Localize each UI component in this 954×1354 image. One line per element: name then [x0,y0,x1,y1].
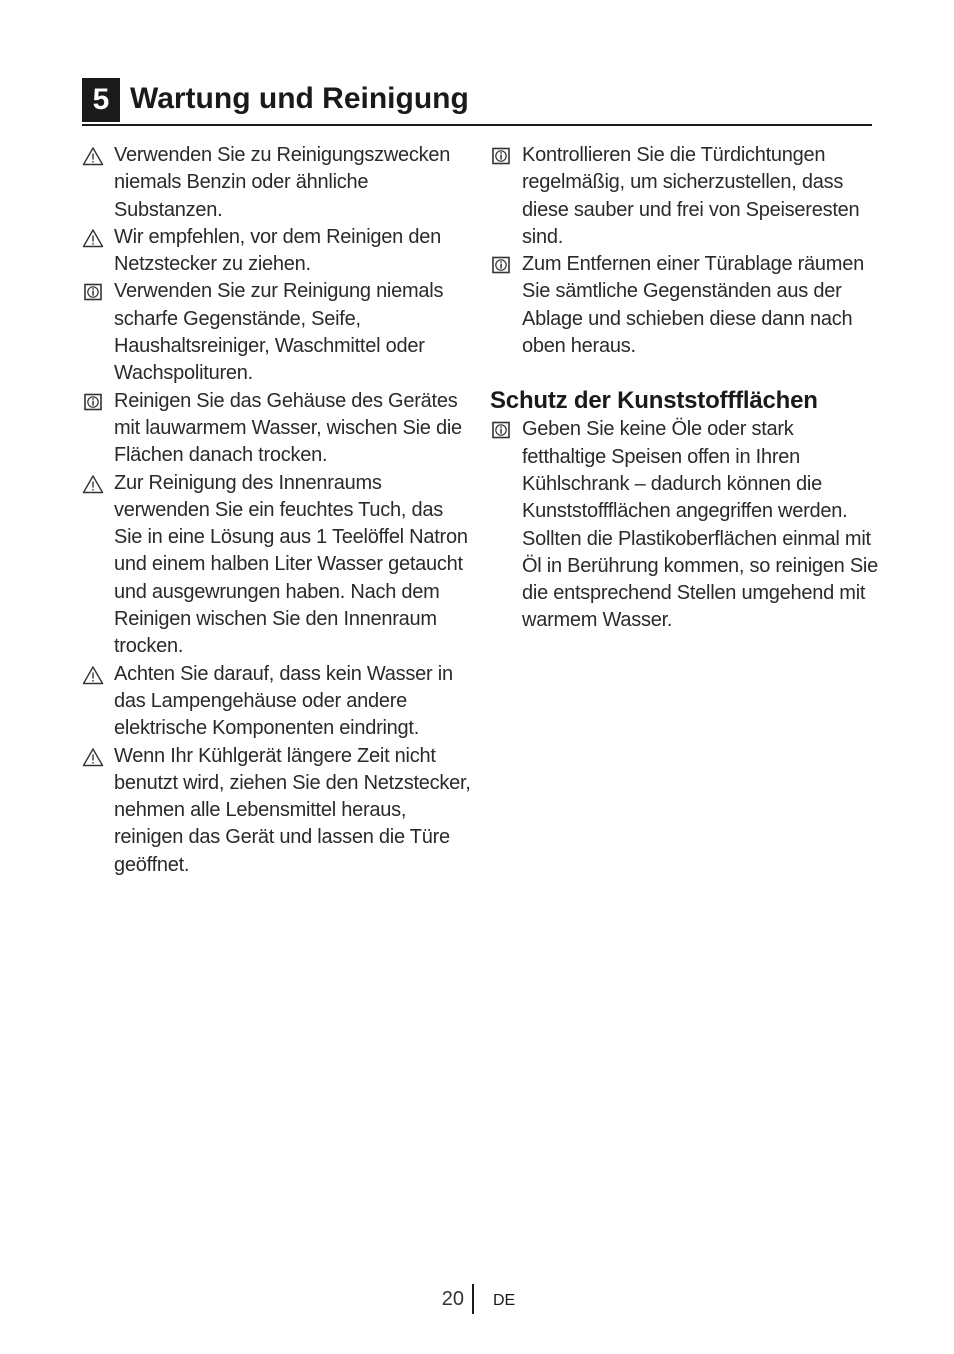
right-column [490,142,880,635]
list-item [82,142,472,224]
language-code: DE [493,1292,516,1309]
list-item [490,251,880,360]
page-footer [0,1284,954,1314]
warning-icon [82,146,104,166]
page-number: 20 [441,1288,464,1310]
subsection-heading: Schutz der Kunststoffflächen [490,387,818,415]
list-item [82,278,472,387]
list-item-text: Reinigen Sie das Gehäuse des Gerätes mit lauwarmem Wasser, wischen Sie die Flächen danach trocken. [114,389,462,467]
warning-icon [82,747,104,767]
warning-icon [82,228,104,248]
list-item-text: Geben Sie keine Öle oder stark fetthaltige Speisen offen in Ihren Kühlschrank – dadurch können die Kunststoffflächen angegriffen werden. Sollten die Plastikoberflächen einmal mit Öl in Berührung kommen, so reinigen Sie die entsprechend Stellen umgehend mit warmem Wasser. [522,418,878,632]
chapter-title: Wartung und Reinigung [130,82,469,115]
warning-icon [82,665,104,685]
list-item-text: Wenn Ihr Kühlgerät längere Zeit nicht benutzt wird, ziehen Sie den Netzstecker, nehmen alle Lebensmittel heraus, reinigen das Gerät und lassen die Türe geöffnet. [114,744,471,876]
list-item [82,224,472,279]
chapter-header [82,78,872,126]
list-item [82,661,472,743]
info-icon [490,146,512,166]
list-item-text: Zum Entfernen einer Türablage räumen Sie sämtliche Gegenständen aus der Ablage und schieben diese dann nach oben heraus. [522,253,864,358]
chapter-number: 5 [82,78,120,122]
list-item [82,470,472,661]
list-item-text: Kontrollieren Sie die Türdichtungen regelmäßig, um sicherzustellen, dass diese sauber und frei von Speiseresten sind. [522,144,860,248]
list-item [82,743,472,879]
list-item [490,416,880,634]
info-icon [82,392,104,412]
list-item [82,388,472,470]
info-icon [490,255,512,275]
list-item [490,142,880,251]
list-item-text: Wir empfehlen, vor dem Reinigen den Netzstecker zu ziehen. [114,225,441,276]
list-item-text: Verwenden Sie zu Reinigungszwecken niemals Benzin oder ähnliche Substanzen. [114,144,451,221]
list-item-text: Zur Reinigung des Innenraums verwenden Sie ein feuchtes Tuch, das Sie in eine Lösung aus 1 Teelöffel Natron und einem halben Liter Wasser getaucht und ausgewrungen haben. Nach dem Reinigen wischen Sie den Innenraum trocken. [114,471,468,658]
info-icon [490,420,512,440]
info-icon [82,282,104,302]
left-column [82,142,472,879]
footer-divider [472,1284,474,1314]
list-item-text: Achten Sie darauf, dass kein Wasser in das Lampengehäuse oder andere elektrische Komponenten eindringt. [114,662,453,740]
list-item-text: Verwenden Sie zur Reinigung niemals scharfe Gegenstände, Seife, Haushaltsreiniger, Waschmittel oder Wachspolituren. [114,280,444,385]
warning-icon [82,474,104,494]
